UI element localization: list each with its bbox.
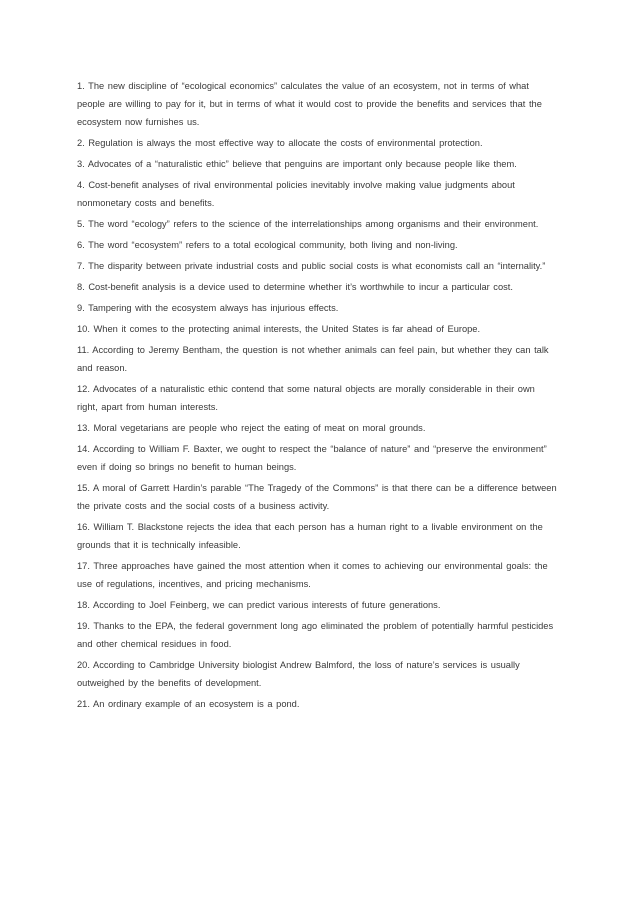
question-item-12: 12. Advocates of a naturalistic ethic contend that some natural objects are morally considerable in their own right, apart from human interests.	[77, 384, 535, 412]
question-item-9: 9. Tampering with the ecosystem always has injurious effects.	[77, 303, 339, 313]
question-item-6: 6. The word “ecosystem” refers to a total ecological community, both living and non-living.	[77, 240, 458, 250]
question-item-19: 19. Thanks to the EPA, the federal government long ago eliminated the problem of potentially harmful pesticides and other chemical residues in food.	[77, 621, 554, 649]
question-item-18: 18. According to Joel Feinberg, we can predict various interests of future generations.	[77, 600, 441, 610]
question-list	[77, 77, 559, 716]
question-item-11: 11. According to Jeremy Bentham, the question is not whether animals can feel pain, but whether they can talk and reason.	[77, 345, 549, 373]
question-item-21: 21. An ordinary example of an ecosystem is a pond.	[77, 699, 300, 709]
question-item-13: 13. Moral vegetarians are people who reject the eating of meat on moral grounds.	[77, 423, 426, 433]
question-item-5: 5. The word “ecology” refers to the science of the interrelationships among organisms and their environment.	[77, 219, 539, 229]
question-item-10: 10. When it comes to the protecting animal interests, the United States is far ahead of Europe.	[77, 324, 481, 334]
question-item-3: 3. Advocates of a “naturalistic ethic” believe that penguins are important only because people like them.	[77, 159, 517, 169]
question-item-17: 17. Three approaches have gained the most attention when it comes to achieving our environmental goals: the use of regulations, incentives, and pricing mechanisms.	[77, 561, 548, 589]
question-item-16: 16. William T. Blackstone rejects the idea that each person has a human right to a livable environment on the grounds that it is technically infeasible.	[77, 522, 543, 550]
question-item-14: 14. According to William F. Baxter, we ought to respect the “balance of nature” and “preserve the environment” even if doing so brings no benefit to human beings.	[77, 444, 547, 472]
question-item-15: 15. A moral of Garrett Hardin’s parable “The Tragedy of the Commons” is that there can be a difference between the private costs and the social costs of a business activity.	[77, 483, 557, 511]
question-item-1: 1. The new discipline of “ecological economics” calculates the value of an ecosystem, not in terms of what people are willing to pay for it, but in terms of what it would cost to provide the benefits and services that the ecosystem now furnishes us.	[77, 81, 542, 127]
question-item-8: 8. Cost-benefit analysis is a device used to determine whether it’s worthwhile to incur a particular cost.	[77, 282, 513, 292]
question-item-2: 2. Regulation is always the most effective way to allocate the costs of environmental protection.	[77, 138, 483, 148]
question-item-7: 7. The disparity between private industrial costs and public social costs is what economists call an “internality.”	[77, 261, 546, 271]
question-item-20: 20. According to Cambridge University biologist Andrew Balmford, the loss of nature’s services is usually outweighed by the benefits of development.	[77, 660, 520, 688]
question-item-4: 4. Cost-benefit analyses of rival environmental policies inevitably involve making value judgments about nonmonetary costs and benefits.	[77, 180, 515, 208]
